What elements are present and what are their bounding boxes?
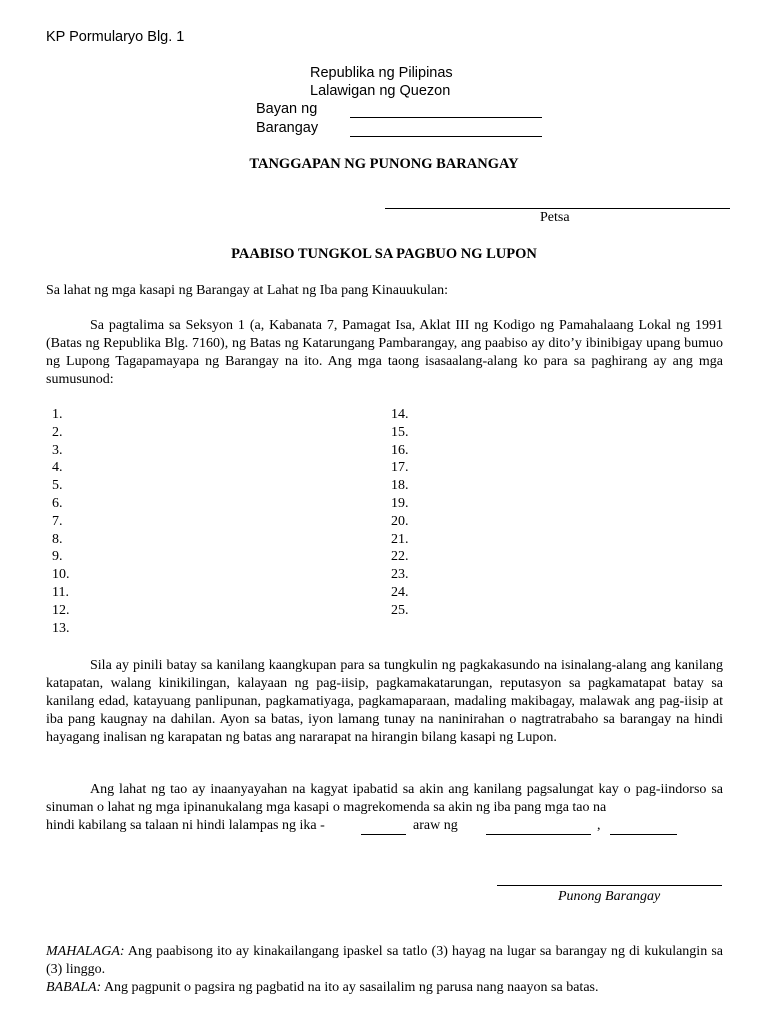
republic-text: Republika ng Pilipinas	[310, 65, 453, 81]
nominee-number: 21.	[391, 531, 409, 547]
nominee-number: 6.	[52, 496, 63, 511]
signatory-label: Punong Barangay	[558, 889, 661, 904]
paragraph-1: Sa pagtalima sa Seksyon 1 (a, Kabanata 7, Pamagat Isa, Aklat III ng Kodigo ng Pamahalaang Lokal ng 1991 (Batas ng Republika Blg. 7160), ng Batas ng Katarungang Pambarangay, ang paabiso ay dito’y ibinibigay upang bumuo ng Lupong Tagapamayapa ng Barangay na ito. Ang mga taong isasaalang-alang ko para sa paghirang ay ang mga sumusunod:	[46, 318, 723, 387]
form-label: KP Pormularyo Blg. 1	[46, 29, 185, 45]
province-text: Lalawigan ng Quezon	[310, 83, 451, 99]
nominee-number: 3.	[52, 442, 63, 458]
nominee-number: 20.	[391, 513, 409, 529]
nominee-number: 4.	[52, 460, 63, 476]
warning-label: BABALA:	[46, 980, 102, 995]
day-blank-line[interactable]	[361, 834, 406, 835]
date-label: Petsa	[540, 210, 570, 225]
nominee-number: 22.	[391, 549, 409, 565]
nominee-number: 15.	[391, 424, 409, 440]
town-blank-line[interactable]	[350, 117, 542, 118]
nominee-number: 2.	[52, 424, 63, 440]
town-label: Bayan ng	[256, 101, 318, 117]
year-blank-line[interactable]	[610, 834, 677, 835]
office-title: TANGGAPAN NG PUNONG BARANGAY	[249, 156, 519, 172]
nominee-number: 14.	[391, 407, 409, 422]
nominee-number: 25.	[391, 602, 409, 618]
important-note	[46, 943, 723, 979]
nominee-number: 13.	[52, 620, 70, 636]
nominee-number: 10.	[52, 567, 70, 583]
nominee-number: 7.	[52, 513, 63, 529]
comma: ,	[597, 818, 601, 833]
month-blank-line[interactable]	[486, 834, 591, 835]
nominee-number: 11.	[52, 585, 69, 600]
nominee-number: 9.	[52, 549, 63, 565]
nominee-number: 24.	[391, 585, 409, 600]
nominee-number: 1.	[52, 407, 63, 422]
date-blank-line[interactable]	[385, 208, 730, 209]
nominee-number: 12.	[52, 602, 70, 618]
important-label: MAHALAGA:	[46, 944, 125, 959]
nominee-number: 8.	[52, 531, 63, 547]
barangay-label: Barangay	[256, 120, 319, 136]
paragraph-2: Sila ay pinili batay sa kanilang kaangkupan para sa tungkulin ng pagkakasundo na isinalang-alang ang kanilang katapatan, walang kinikilingan, kalayaan ng pag-iisip, pagkamakatarungan, reputasyon sa pagkamatapat batay sa kanilang edad, katayuang panlipunan, pagkamatiyaga, pagkamaparaan, madaling makibagay, malawak ang pag-iisip at iba pang kaugnay na dahilan. Ayon sa batas, iyon lamang tunay na naninirahan o nagtratrabaho sa barangay na hindi hayagang inalisan ng karapatan ng batas ang nararapat na hirangin bilang kasapi ng Lupon.	[46, 658, 723, 745]
barangay-blank-line[interactable]	[350, 136, 542, 137]
nominee-number: 5.	[52, 478, 63, 494]
notice-title: PAABISO TUNGKOL SA PAGBUO NG LUPON	[231, 246, 537, 262]
nominee-number: 16.	[391, 442, 409, 458]
nominee-number: 18.	[391, 478, 409, 494]
salutation: Sa lahat ng mga kasapi ng Barangay at Lahat ng Iba pang Kinauukulan:	[46, 283, 448, 298]
paragraph-3: Ang lahat ng tao ay inaanyayahan na kagyat ipabatid sa akin ang kanilang pagsalungat kay o pag-iindorso sa sinuman o lahat ng mga ipinanukalang mga kasapi o magrekomenda sa akin ng iba pang mga tao na	[46, 782, 723, 815]
paragraph-3-last-prefix: hindi kabilang sa talaan ni hindi lalampas ng ika -	[46, 818, 325, 833]
important-text: Ang paabisong ito ay kinakailangang ipaskel sa tatlo (3) hayag na lugar sa barangay ng di kukulangin sa (3) linggo.	[46, 944, 723, 977]
paragraph-3-last-middle: araw ng	[413, 818, 458, 833]
warning-note	[46, 979, 723, 997]
nominee-number: 17.	[391, 460, 409, 476]
nominee-number: 23.	[391, 567, 409, 583]
signature-line[interactable]	[497, 885, 722, 886]
warning-text: Ang pagpunit o pagsira ng pagbatid na ito ay sasailalim ng parusa nang naayon sa batas.	[101, 980, 599, 995]
nominee-number: 19.	[391, 496, 409, 511]
